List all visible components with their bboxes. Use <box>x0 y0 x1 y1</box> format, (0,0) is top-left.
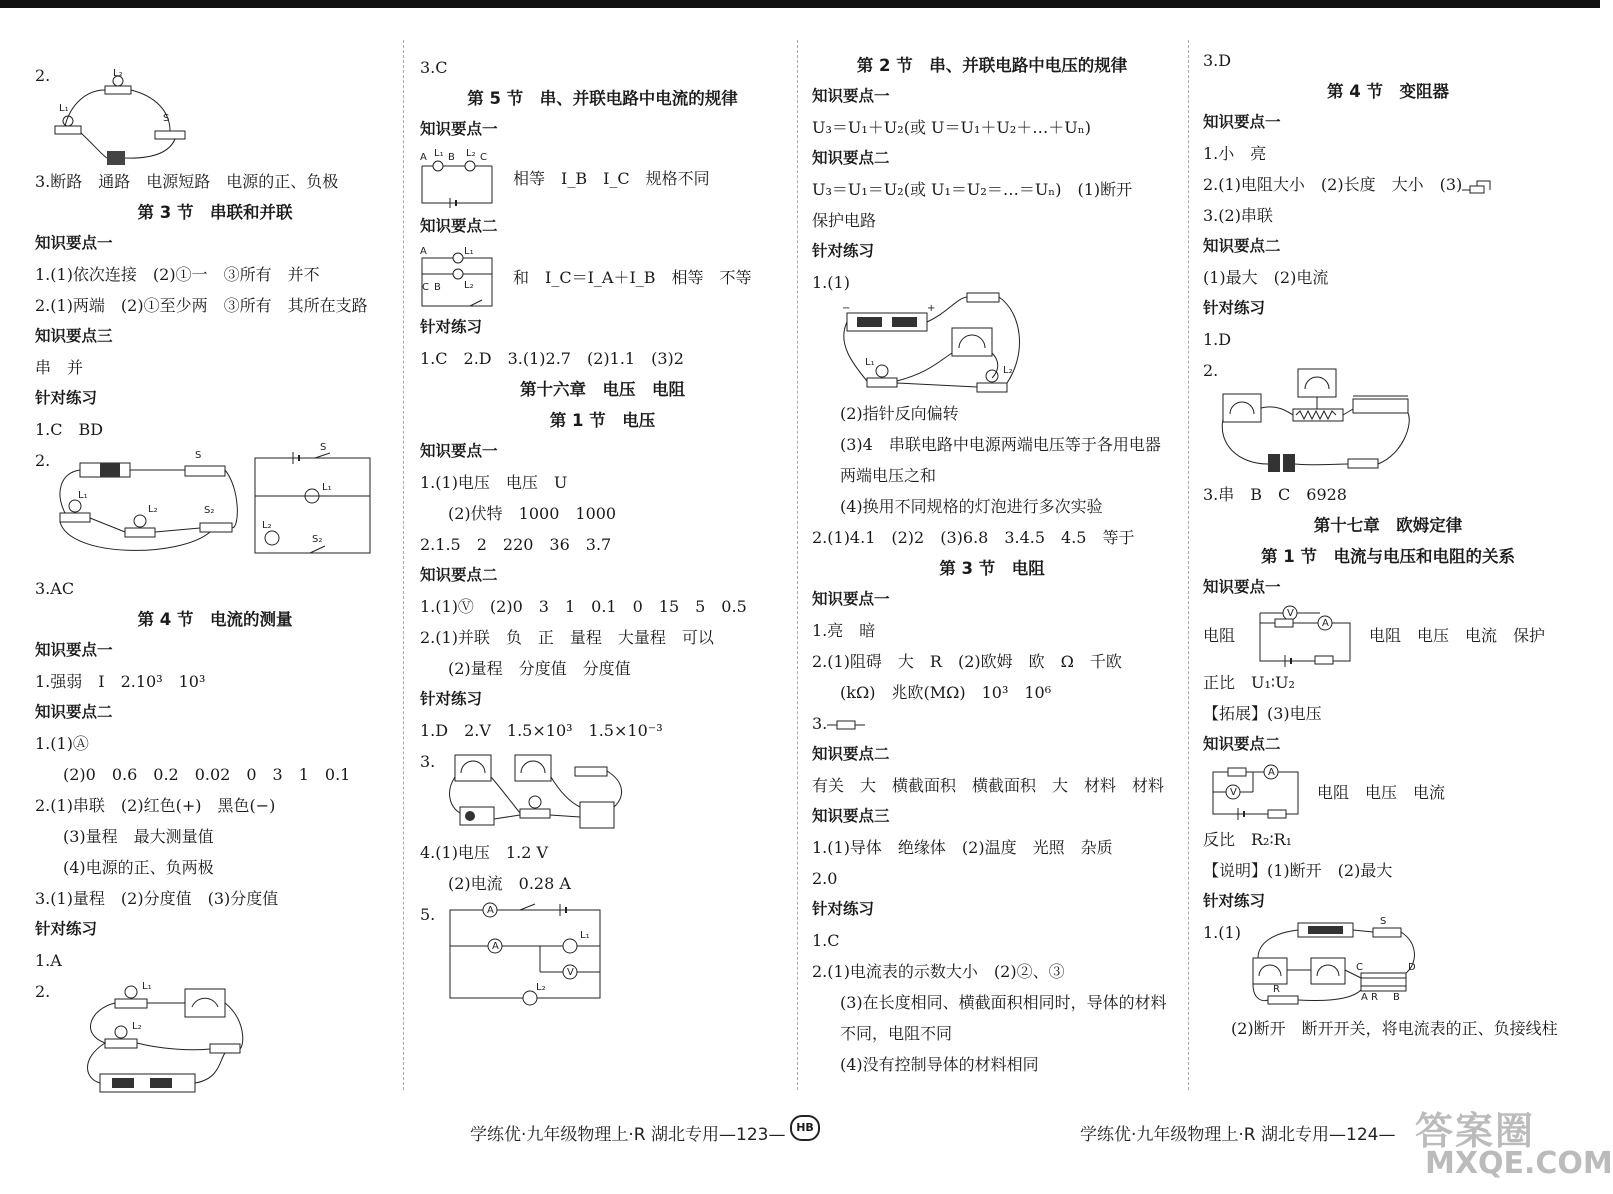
answer-line: 1.C <box>812 931 840 950</box>
knowledge-point-heading: 知识要点三 <box>35 327 113 345</box>
answer-line: (2)断开 断开开关，将电流表的正、负接线柱 <box>1231 1019 1558 1038</box>
knowledge-point-heading: 知识要点二 <box>420 566 498 584</box>
column-1 <box>35 60 395 1099</box>
answer-line: 5. <box>420 905 436 924</box>
knowledge-point-heading: 知识要点二 <box>812 745 890 763</box>
svg-text:A: A <box>420 246 427 257</box>
circuit-row <box>420 145 785 211</box>
svg-text:L₂: L₂ <box>464 280 474 291</box>
answer-line: 1.(1) <box>812 273 850 292</box>
answer-line: 1.亮 暗 <box>812 621 876 640</box>
answer-line: 保护电路 <box>812 211 877 230</box>
svg-text:A: A <box>492 941 499 952</box>
svg-text:C: C <box>422 282 429 293</box>
circuit-figure-parallel-abc <box>420 244 495 310</box>
answer-line: 3.(1)量程 (2)分度值 (3)分度值 <box>35 889 279 908</box>
svg-text:L₁: L₁ <box>59 103 69 114</box>
svg-text:L₂: L₂ <box>1003 365 1013 376</box>
svg-text:A: A <box>1322 618 1329 629</box>
circuit-diagram-ohm-1 <box>1245 605 1355 665</box>
knowledge-point-heading: 知识要点一 <box>1203 113 1281 131</box>
answer-line: 1.C 2.D 3.(1)2.7 (2)1.1 (3)2 <box>420 349 684 368</box>
svg-text:A: A <box>1361 992 1368 1003</box>
circuit-diagram-ohm-2 <box>1203 762 1303 822</box>
svg-text:C: C <box>480 152 487 163</box>
column-divider <box>1188 40 1189 1090</box>
chapter-heading: 第十六章 电压 电阻 <box>520 380 685 399</box>
circuit-figure-series-lamps <box>45 68 195 166</box>
answer-line: 两端电压之和 <box>840 466 937 485</box>
answer-line: (2)伏特 1000 1000 <box>448 504 617 523</box>
svg-text:B: B <box>448 152 455 163</box>
practice-heading: 针对练习 <box>35 920 98 938</box>
circuit-figure-voltmeter <box>837 283 1037 398</box>
svg-text:L₁: L₁ <box>580 930 590 941</box>
knowledge-point-heading: 知识要点二 <box>35 703 113 721</box>
answer-line: 2. <box>35 66 51 85</box>
knowledge-point-heading: 知识要点三 <box>812 807 890 825</box>
svg-text:V: V <box>567 967 574 978</box>
practice-heading: 针对练习 <box>812 242 875 260</box>
column-4 <box>1203 45 1573 1044</box>
answer-line: 2.0 <box>812 869 838 888</box>
top-border <box>0 0 1600 8</box>
svg-text:V: V <box>1287 608 1294 619</box>
knowledge-point-heading: 知识要点一 <box>420 120 498 138</box>
svg-text:L₂: L₂ <box>262 520 272 531</box>
answer-text: 和 I_C＝I_A＋I_B 相等 不等 <box>513 267 752 287</box>
answer-line: (2)0 0.6 0.2 0.02 0 3 1 0.1 <box>63 765 351 784</box>
answer-text: 相等 I_B I_C 规格不同 <box>513 168 710 188</box>
circuit-row <box>420 242 785 312</box>
practice-heading: 针对练习 <box>1203 892 1266 910</box>
page-footer-right: 学练优·九年级物理上·R 湖北专用—124— <box>1080 1125 1396 1145</box>
circuit-figure-parallel <box>40 442 380 573</box>
column-3 <box>812 50 1172 1080</box>
circuit-diagram-meters <box>440 902 620 1007</box>
answer-line: 正比 U₁∶U₂ <box>1203 673 1295 692</box>
column-divider <box>797 40 798 1090</box>
answer-line: 3. <box>420 752 436 771</box>
answer-line: 1.A <box>35 951 62 970</box>
svg-text:L₁: L₁ <box>142 981 152 992</box>
section-heading: 第 1 节 电压 <box>549 411 656 430</box>
svg-text:L₂: L₂ <box>113 68 123 79</box>
knowledge-point-heading: 知识要点一 <box>35 234 113 252</box>
answer-line: 有关 大 横截面积 横截面积 大 材料 材料 <box>812 776 1165 795</box>
answer-line: (1)最大 (2)电流 <box>1203 268 1329 287</box>
answer-line: (kΩ) 兆欧(MΩ) 10³ 10⁶ <box>840 683 1052 702</box>
section-heading: 第 4 节 变阻器 <box>1327 82 1449 101</box>
circuit-row <box>1203 760 1573 824</box>
answer-text: 电阻 电压 电流 保护 <box>1369 625 1546 645</box>
answer-line: (2)指针反向偏转 <box>840 404 959 423</box>
knowledge-point-heading: 知识要点一 <box>812 87 890 105</box>
knowledge-point-heading: 知识要点一 <box>1203 578 1281 596</box>
practice-heading: 针对练习 <box>812 900 875 918</box>
knowledge-point-heading: 知识要点二 <box>1203 237 1281 255</box>
svg-text:S: S <box>163 113 170 124</box>
practice-heading: 针对练习 <box>35 389 98 407</box>
circuit-figure-resistance-wire <box>1243 918 1423 1013</box>
section-heading: 第 2 节 串、并联电路中电压的规律 <box>856 56 1128 75</box>
column-divider <box>403 40 404 1090</box>
answer-line: (2)量程 分度值 分度值 <box>448 659 631 678</box>
answer-line: 【拓展】(3)电压 <box>1203 704 1322 723</box>
answer-line: 2. <box>35 451 51 470</box>
answer-line: 1.小 亮 <box>1203 144 1267 163</box>
practice-heading: 针对练习 <box>420 690 483 708</box>
answer-text: 电阻 电压 电流 <box>1317 782 1446 802</box>
svg-text:S: S <box>1380 916 1387 927</box>
answer-line: 3.(2)串联 <box>1203 206 1273 225</box>
svg-text:S: S <box>320 442 327 453</box>
section-heading: 第 3 节 电阻 <box>939 559 1045 578</box>
svg-text:L₁: L₁ <box>865 357 875 368</box>
answer-line: U₃＝U₁＋U₂(或 U＝U₁＋U₂＋…＋Uₙ) <box>812 118 1091 137</box>
svg-text:L₁: L₁ <box>322 482 332 493</box>
practice-heading: 针对练习 <box>1203 299 1266 317</box>
knowledge-point-heading: 知识要点二 <box>1203 735 1281 753</box>
rheostat-symbol <box>1462 178 1492 194</box>
answer-line <box>1203 169 1573 200</box>
answer-line: 反比 R₂∶R₁ <box>1203 830 1293 849</box>
answer-line: 2.(1)串联 (2)红色(+) 黑色(−) <box>35 796 276 815</box>
knowledge-point-heading: 知识要点二 <box>812 149 890 167</box>
answer-line: 1.(1)Ⓥ (2)0 3 1 0.1 0 15 5 0.5 <box>420 597 747 616</box>
circuit-figure-ammeter <box>60 979 260 1099</box>
answer-line: 1.(1)电压 电压 U <box>420 473 568 492</box>
answer-line: 3.断路 通路 电源短路 电源的正、负极 <box>35 172 339 191</box>
answer-text: 3. <box>812 714 828 733</box>
svg-text:L₂: L₂ <box>148 504 158 515</box>
knowledge-point-heading: 知识要点一 <box>420 442 498 460</box>
answer-line: 3.C <box>420 58 448 77</box>
answer-line: 2. <box>35 982 51 1001</box>
circuit-figure-series-abc <box>420 148 495 208</box>
svg-text:L₂: L₂ <box>132 1021 142 1032</box>
page-footer-left: 学练优·九年级物理上·R 湖北专用—123— <box>470 1125 786 1145</box>
circuit-row <box>1203 603 1573 667</box>
answer-line: 不同，电阻不同 <box>840 1024 953 1043</box>
svg-text:L₂: L₂ <box>536 982 546 993</box>
answer-line: (4)电源的正、负两极 <box>63 858 214 877</box>
answer-line: 2.1.5 2 220 36 3.7 <box>420 535 612 554</box>
svg-text:S₂: S₂ <box>204 505 215 516</box>
answer-line: 3.AC <box>35 579 75 598</box>
svg-text:R: R <box>1273 984 1280 995</box>
answer-line: 3.串 B C 6928 <box>1203 485 1347 504</box>
column-2 <box>420 52 785 1007</box>
answer-line: 3.D <box>1203 51 1232 70</box>
watermark-logo: 答案圈 <box>1415 1109 1536 1153</box>
answer-line: 1.(1)Ⓐ <box>35 734 89 753</box>
answer-line: 【说明】(1)断开 (2)最大 <box>1203 861 1393 880</box>
svg-text:R: R <box>1371 992 1378 1003</box>
svg-text:L₁: L₁ <box>78 490 88 501</box>
svg-text:V: V <box>1230 787 1237 798</box>
section-heading: 第 3 节 串联和并联 <box>137 203 293 222</box>
svg-text:A: A <box>487 905 494 916</box>
svg-text:D: D <box>1408 962 1416 973</box>
answer-line: 1.(1) <box>1203 923 1241 942</box>
answer-text: 2.(1)电阻大小 (2)长度 大小 (3) <box>1203 175 1463 194</box>
svg-text:S₂: S₂ <box>312 534 323 545</box>
knowledge-point-heading: 知识要点一 <box>35 641 113 659</box>
svg-text:L₂: L₂ <box>466 148 476 159</box>
answer-line: 串 并 <box>35 358 84 377</box>
answer-line: (2)电流 0.28 A <box>448 874 571 893</box>
answer-line: (4)没有控制导体的材料相同 <box>840 1055 1039 1074</box>
answer-line: 1.(1)导体 绝缘体 (2)温度 光照 杂质 <box>812 838 1113 857</box>
answer-line: 2.(1)阻碍 大 R (2)欧姆 欧 Ω 千欧 <box>812 652 1122 671</box>
svg-text:L₁: L₁ <box>464 246 474 257</box>
watermark-url: MXQE.COM <box>1425 1146 1613 1181</box>
svg-text:A: A <box>420 152 427 163</box>
circuit-figure-meters <box>440 747 640 837</box>
answer-line: 1.强弱 I 2.10³ 10³ <box>35 672 206 691</box>
answer-line: 1.C BD <box>35 420 104 439</box>
circuit-figure-rheostat <box>1218 364 1418 479</box>
answer-line: (3)在长度相同、横截面积相同时，导体的材料 <box>840 993 1167 1012</box>
answer-line: (4)换用不同规格的灯泡进行多次实验 <box>840 497 1103 516</box>
answer-line: U₃＝U₁＝U₂(或 U₁＝U₂＝…＝Uₙ) (1)断开 <box>812 180 1133 199</box>
svg-text:L₁: L₁ <box>434 148 444 159</box>
section-heading: 第 1 节 电流与电压和电阻的关系 <box>1261 547 1515 566</box>
answer-line: 2.(1)电流表的示数大小 (2)②、③ <box>812 962 1065 981</box>
svg-text:B: B <box>434 282 441 293</box>
answer-line: 1.(1)依次连接 (2)①一 ③所有 并不 <box>35 265 320 284</box>
svg-text:−: − <box>842 303 851 314</box>
answer-line: 1.D <box>1203 330 1232 349</box>
svg-text:C: C <box>1356 962 1363 973</box>
svg-text:A: A <box>1268 767 1275 778</box>
answer-line: 1.D 2.V 1.5×10³ 1.5×10⁻³ <box>420 721 663 740</box>
practice-heading: 针对练习 <box>420 318 483 336</box>
section-heading: 第 5 节 串、并联电路中电流的规律 <box>467 89 738 108</box>
answer-line: 2.(1)两端 (2)①至少两 ③所有 其所在支路 <box>35 296 368 315</box>
svg-text:B: B <box>1393 992 1400 1003</box>
answer-text: 电阻 <box>1203 625 1236 645</box>
answer-line: 4.(1)电压 1.2 V <box>420 843 549 862</box>
answer-line: (3)4 串联电路中电源两端电压等于各用电器 <box>840 435 1161 454</box>
svg-text:S: S <box>195 450 202 461</box>
section-heading: 第 4 节 电流的测量 <box>137 610 293 629</box>
knowledge-point-heading: 知识要点一 <box>812 590 890 608</box>
answer-line <box>812 708 1172 739</box>
answer-line: 2.(1)4.1 (2)2 (3)6.8 3.4.5 4.5 等于 <box>812 528 1135 547</box>
resistor-symbol <box>827 719 865 731</box>
knowledge-point-heading: 知识要点二 <box>420 217 498 235</box>
answer-line: (3)量程 最大测量值 <box>63 827 214 846</box>
svg-text:+: + <box>927 303 936 314</box>
answer-line: 2. <box>1203 361 1219 380</box>
chapter-heading: 第十七章 欧姆定律 <box>1313 516 1463 535</box>
answer-line: 2.(1)并联 负 正 量程 大量程 可以 <box>420 628 714 647</box>
hb-badge: HB <box>790 1115 820 1141</box>
